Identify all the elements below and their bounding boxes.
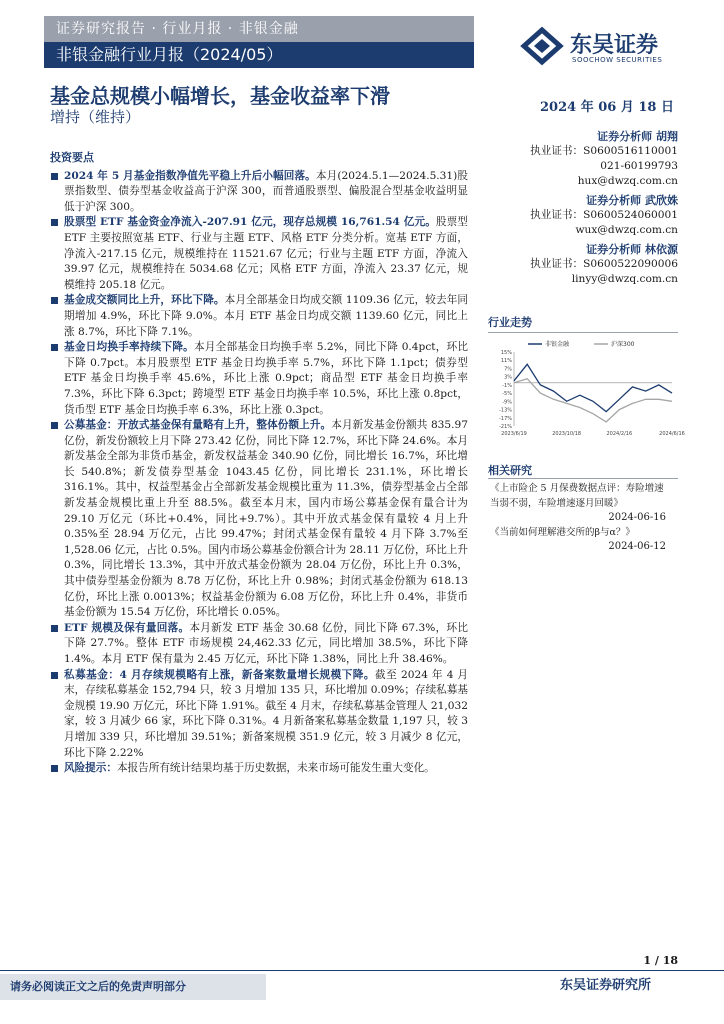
bullet-text: 股票型 ETF 主要按照宽基 ETF、行业与主题 ETF、风格 ETF 分类分析。宽基 ETF 方面，净流入-217.15 亿元，规模维持在 11521.67 亿元；行业与主题 ETF 方面，净流入 39.97 亿元，规模维持在 5034.68 亿元；风格 ETF 方面，净流入 23.37 亿元，规模维持 205.18 亿元。 (64, 216, 468, 291)
x-tick-label: 2023/10/18 (552, 431, 582, 437)
research-list (490, 482, 666, 555)
series-line-2 (514, 379, 672, 422)
logo-name-cn: 东吴证券 (570, 33, 659, 58)
report-date: 2024 年 06 月 18 日 (540, 100, 674, 115)
trend-chart (488, 338, 685, 442)
bullet-2 (50, 215, 468, 293)
bullet-text: 本月全部基金日均成交额 1109.36 亿元，较去年同期增加 4.9%，环比下降 9.0%。本月 ETF 基金日均成交额 1139.60 亿元，同比上涨 8.7%，环比下降 7.1%。 (64, 294, 468, 338)
bullet-6 (50, 621, 468, 668)
y-tick-label: -9% (502, 399, 512, 406)
trend-rule (488, 332, 678, 333)
analyst-phone: 021-60199793 (600, 160, 678, 172)
bullet-3 (50, 293, 468, 340)
x-tick-label: 2023/6/19 (501, 431, 527, 437)
disclaimer-band: 请务必阅读正文之后的免责声明部分 (0, 974, 266, 1000)
analyst-block (492, 128, 678, 287)
trend-title: 行业走势 (488, 316, 532, 329)
y-tick-label: 15% (500, 350, 512, 356)
logo (520, 26, 564, 70)
bullet-lead: ETF 规模及保有量回落。 (64, 621, 190, 634)
bullet-4 (50, 340, 468, 418)
bullet-8 (50, 761, 468, 777)
footer-rule (0, 970, 724, 971)
bullet-5 (50, 418, 468, 621)
analyst-email: wux@dwzq.com.cn (575, 224, 678, 236)
bullet-lead: 风险提示： (64, 762, 117, 775)
analyst-cert: 执业证书：S0600522090006 (530, 258, 678, 270)
analyst-cert: 执业证书：S0600524060001 (530, 209, 678, 221)
analyst-title: 证券分析师 武欣姝 (586, 194, 678, 207)
key-points (50, 150, 468, 777)
report-title: 基金总规模小幅增长，基金收益率下滑 (50, 84, 390, 108)
bullet-lead: 私募基金：4 月存续规模略有上涨，新备案数量增长规模下降。 (64, 668, 375, 681)
logo-name-en: SOOCHOW SECURITIES (572, 56, 663, 64)
bullet-text: 本月新发 ETF 基金 30.68 亿份，同比下降 67.3%，环比下降 27.7%。整体 ETF 市场规模 24,462.33 亿元，同比增加 38.5%，环比下降 1.4%。本月 ETF 保有量为 2.45 万亿元，环比下降 1.38%，同比上升 38.46%。 (64, 621, 468, 665)
bullet-lead: 2024 年 5 月基金指数净值先平稳上升后小幅回落。 (64, 169, 316, 182)
x-tick-label: 2024/6/16 (659, 431, 685, 437)
research-rule (488, 478, 678, 479)
bullet-text: 本月新发基金份额共 835.97 亿份，新发份额较上月下降 273.42 亿份，同比下降 12.7%，环比下降 24.6%。本月新发基金全部为非货币基金，新发权益基金 340.90 亿份，同比增长 16.7%，环比增长 540.8%；新发债券型基金 1043.45 亿份，同比增长 231.1%，环比增长 316.1%。其中，权益型基金占全部新发基金规模比重为 11.3%，债券型基金占全部新发基金规模比重上升至 88.5%。截至本月末，国内市场公募基金保有量合计为 29.10 万亿元（环比+0.4%，同比+9.7%）。其中开放式基金保有量较 4 月上升 0.35%至 28.94 万亿元，占比 99.47%；封闭式基金保有量较 4 月下降 3.7%至 1,528.06 亿元，占比 0.5%。国内市场公募基金份额合计为 28.11 万亿份，环比上升 0.3%，同比增长 13.3%，其中开放式基金份额为 28.04 万亿份，环比上升 0.3%，其中债券型基金份额为 8.78 万亿份，环比上升 0.98%；封闭式基金份额为 618.13 亿份，环比上涨 0.0013%；权益基金份额为 6.08 万亿份，环比上升 0.4%，非货币基金份额为 15.54 万亿份，环比增长 0.05%。 (64, 419, 469, 619)
bullet-lead: 基金日均换手率持续下降。 (64, 341, 194, 354)
page-number: 1 / 18 (643, 954, 678, 967)
y-tick-label: -1% (502, 382, 512, 389)
legend-label: 非银金融 (545, 341, 570, 348)
research-institute: 东吴证券研究所 (560, 978, 652, 993)
y-tick-label: -21% (499, 424, 512, 430)
bullet-text: 截至 2024 年 4 月末，存续私募基金 152,794 只，较 3 月增加 135 只，环比增加 0.09%；存续私募基金规模 19.90 万亿元，环比下降 1.91%。截至 4 月末，存续私募基金管理人 21,032 家，较 3 月减少 66 家，环比下降 0.31%。4 月新备案私募基金数量 1,197 只，较 3 月增加 339 只，环比增加 39.51%；新备案规模 351.9 亿元，较 3 月减少 8 亿元，环比下降 2.22% (64, 668, 469, 759)
legend-label: 沪深300 (611, 341, 635, 348)
bullet-text: 本月全部基金日均换手率 5.2%，同比下降 0.4pct，环比下降 0.7pct。本月股票型 ETF 基金日均换手率 5.7%，环比下降 1.1pct；债券型 ETF 基金日均换手率 45.6%，环比上涨 0.9pct；商品型 ETF 基金日均换手率 7.3%，环比下降 6.3pct；跨境型 ETF 基金日均换手率 10.5%，环比上涨 0.8pct，货币型 ETF 基金日均换手率 6.3%，环比上涨 0.3pct。 (64, 341, 469, 416)
bullet-7 (50, 668, 468, 762)
analyst-title: 证券分析师 胡翔 (597, 130, 678, 143)
bullet-lead: 基金成交额同比上升，环比下降。 (64, 294, 225, 307)
analyst-cert: 执业证书：S0600516110001 (530, 145, 678, 157)
bullet-text: 本月(2024.5.1—2024.5.31)股票指数型、债券型基金收益高于沪深 300，而普通股票型、偏股混合型基金收益明显低于沪深 300。 (64, 169, 469, 213)
bullet-text: 本报告所有统计结果均基于历史数据，未来市场可能发生重大变化。 (116, 762, 435, 775)
y-tick-label: -17% (499, 415, 512, 422)
research-item[interactable]: 《上市险企 5 月保费数据点评：寿险增速当弱不弱，车险增速逐月回暖》 (490, 483, 664, 509)
bullet-lead: 股票型 ETF 基金资金净流入-207.91 亿元，现存总规模 16,761.54 亿元。 (64, 216, 436, 229)
bullet-lead: 公募基金：开放式基金保有量略有上升，整体份额上升。 (64, 419, 332, 432)
report-type-band: 证券研究报告 · 行业月报 · 非银金融 (44, 16, 474, 42)
y-tick-label: -13% (499, 407, 512, 414)
rating: 增持（维持） (50, 108, 141, 126)
series-line-1 (514, 364, 672, 411)
bullet-1 (50, 169, 468, 216)
y-tick-label: 7% (504, 366, 512, 373)
analyst-title: 证券分析师 林依源 (586, 243, 678, 256)
analyst-email: hux@dwzq.com.cn (577, 175, 678, 187)
research-item-date: 2024-06-12 (608, 541, 666, 552)
y-tick-label: 3% (504, 374, 512, 381)
logo-mark-icon (520, 26, 564, 66)
y-tick-label: 11% (500, 358, 512, 365)
research-item-date: 2024-06-16 (608, 512, 666, 523)
research-title: 相关研究 (488, 464, 532, 477)
key-points-title: 投资要点 (50, 151, 94, 164)
analyst-email: linyy@dwzq.com.cn (571, 273, 678, 285)
y-tick-label: -5% (502, 391, 512, 398)
research-item[interactable]: 《当前如何理解港交所的β与α？》 (490, 526, 635, 538)
report-series-band: 非银金融行业月报（2024/05） (44, 42, 474, 68)
x-tick-label: 2024/2/16 (606, 431, 633, 437)
